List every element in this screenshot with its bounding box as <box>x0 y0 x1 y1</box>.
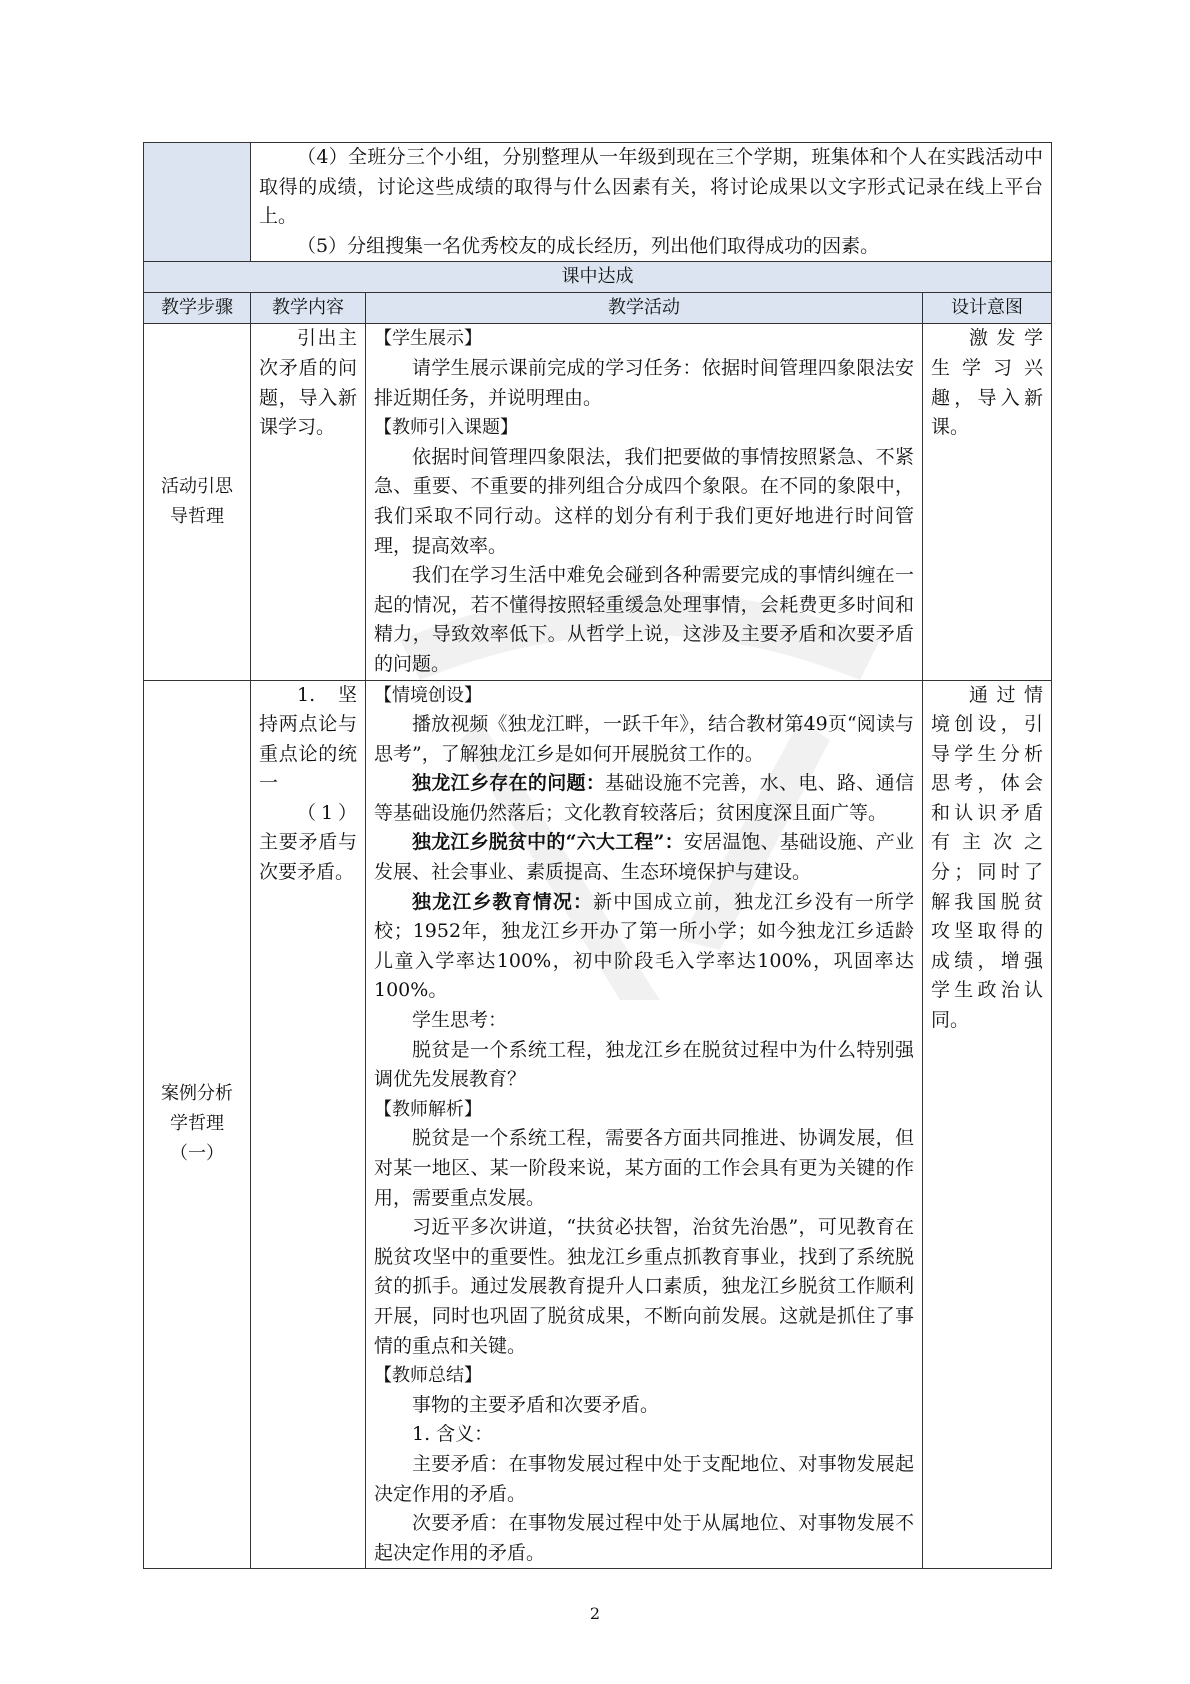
content-case-analysis <box>251 680 366 1569</box>
bold-lead: 独龙江乡脱贫中的“六大工程”： <box>412 831 684 854</box>
header-content: 教学内容 <box>251 293 366 324</box>
step-case-analysis <box>144 680 251 1569</box>
step-activity-intro <box>144 324 251 680</box>
pre-class-row <box>144 143 1052 262</box>
paragraph: 依据时间管理四象限法，我们把要做的事情按照紧急、不紧急、重要、不重要的排列组合分成四个象限。在不同的象限中，我们采取不同行动。这样的划分有利于我们更好地进行时间管理，提高效率。 <box>374 445 914 557</box>
paragraph: 习近平多次讲道，“扶贫必扶智，治贫先治愚”，可见教育在脱贫攻坚中的重要性。独龙江乡重点抓教育事业，找到了系统脱贫的抓手。通过发展教育提升人口素质，独龙江乡脱贫工作顺利开展，同时也巩固了脱贫成果，不断向前发展。这就是抓住了事情的重点和关键。 <box>374 1216 914 1357</box>
intent-activity-intro <box>923 324 1052 680</box>
heading-student-show: 【学生展示】 <box>374 328 482 350</box>
paragraph: 事物的主要矛盾和次要矛盾。 <box>412 1393 660 1416</box>
step-label: 学哲理 <box>170 1113 224 1135</box>
paragraph: 请学生展示课前完成的学习任务：依据时间管理四象限法安排近期任务，并说明理由。 <box>374 356 914 409</box>
paragraph: 次要矛盾：在事物发展过程中处于从属地位、对事物发展不起决定作用的矛盾。 <box>374 1512 914 1564</box>
task-item-5: （5）分组搜集一名优秀校友的成长经历，列出他们取得成功的因素。 <box>297 234 880 257</box>
heading-teacher-analysis: 【教师解析】 <box>374 1098 482 1120</box>
page-number: 2 <box>589 1604 601 1623</box>
activity-case-analysis <box>366 680 923 1569</box>
heading-teacher-intro: 【教师引入课题】 <box>374 417 518 439</box>
task-item-4: （4）全班分三个小组，分别整理从一年级到现在三个学期，班集体和个人在实践活动中取得的成绩，讨论这些成绩的取得与什么因素有关，将讨论成果以文字形式记录在线上平台上。 <box>259 146 1043 228</box>
activity-intro <box>366 324 923 680</box>
heading-teacher-summary: 【教师总结】 <box>374 1365 482 1387</box>
paragraph-body: 基础设施不完善，水、电、路、通信等基础设施仍然落后；文化教育较落后；贫困度深且面广等。 <box>374 772 914 824</box>
row-activity-intro <box>144 324 1052 680</box>
header-activity: 教学活动 <box>366 293 923 324</box>
header-step: 教学步骤 <box>144 293 251 324</box>
paragraph: 1. 含义： <box>412 1423 494 1446</box>
step-label: （一） <box>170 1143 224 1165</box>
paragraph <box>374 888 914 1006</box>
paragraph-body: 安居温饱、基础设施、产业发展、社会事业、素质提高、生态环境保护与建设。 <box>374 831 914 884</box>
paragraph <box>374 828 914 887</box>
paragraph <box>374 769 914 828</box>
paragraph: 播放视频《独龙江畔，一跃千年》，结合教材第49页“阅读与思考”，了解独龙江乡是如何开展脱贫工作的。 <box>374 713 914 765</box>
content-text: 引出主次矛盾的问题，导入新课学习。 <box>259 327 357 439</box>
pre-class-tasks-cell <box>251 143 1052 262</box>
row-case-analysis <box>144 680 1052 1569</box>
heading-scenario: 【情境创设】 <box>374 684 482 706</box>
paragraph: 脱贫是一个系统工程，需要各方面共同推进、协调发展，但对某一地区、某一阶段来说，某方面的工作会具有更为关键的作用，需要重点发展。 <box>374 1127 914 1209</box>
step-label: 活动引思导哲理 <box>161 475 233 527</box>
content-activity-intro <box>251 324 366 680</box>
paragraph: 脱贫是一个系统工程，独龙江乡在脱贫过程中为什么特别强调优先发展教育？ <box>374 1038 914 1091</box>
header-intent: 设计意图 <box>923 293 1052 324</box>
paragraph-body: 新中国成立前，独龙江乡没有一所学校；1952年，独龙江乡开办了第一所小学；如今独龙江乡适龄儿童入学率达100%，初中阶段毛入学率达100%，巩固率达100%。 <box>374 890 914 1002</box>
paragraph: 我们在学习生活中难免会碰到各种需要完成的事情纠缠在一起的情况，若不懂得按照轻重缓急处理事情，会耗费更多时间和精力，导致效率低下。从哲学上说，这涉及主要矛盾和次要矛盾的问题。 <box>374 564 914 675</box>
intent-text: 激发学生学习兴趣，导入新课。 <box>931 327 1043 439</box>
content-text: （1）主要矛盾与次要矛盾。 <box>259 801 357 884</box>
step-label: 案例分析 <box>161 1083 233 1105</box>
paragraph: 主要矛盾：在事物发展过程中处于支配地位、对事物发展起决定作用的矛盾。 <box>374 1452 914 1505</box>
content-text: 1. 坚持两点论与重点论的统一 <box>259 683 357 795</box>
intent-case-analysis <box>923 680 1052 1569</box>
section-row <box>144 262 1052 293</box>
pre-class-step-cell <box>144 143 251 262</box>
intent-text: 通过情境创设，引导学生分析思考，体会和认识矛盾有主次之分；同时了解我国脱贫攻坚取得的成绩，增强学生政治认同。 <box>931 683 1043 1032</box>
paragraph: 学生思考： <box>412 1009 508 1032</box>
bold-lead: 独龙江乡存在的问题： <box>412 772 606 795</box>
bold-lead: 独龙江乡教育情况： <box>412 890 594 913</box>
section-title: 课中达成 <box>144 262 1052 293</box>
lesson-plan-table <box>143 142 1052 1569</box>
header-row <box>144 293 1052 324</box>
